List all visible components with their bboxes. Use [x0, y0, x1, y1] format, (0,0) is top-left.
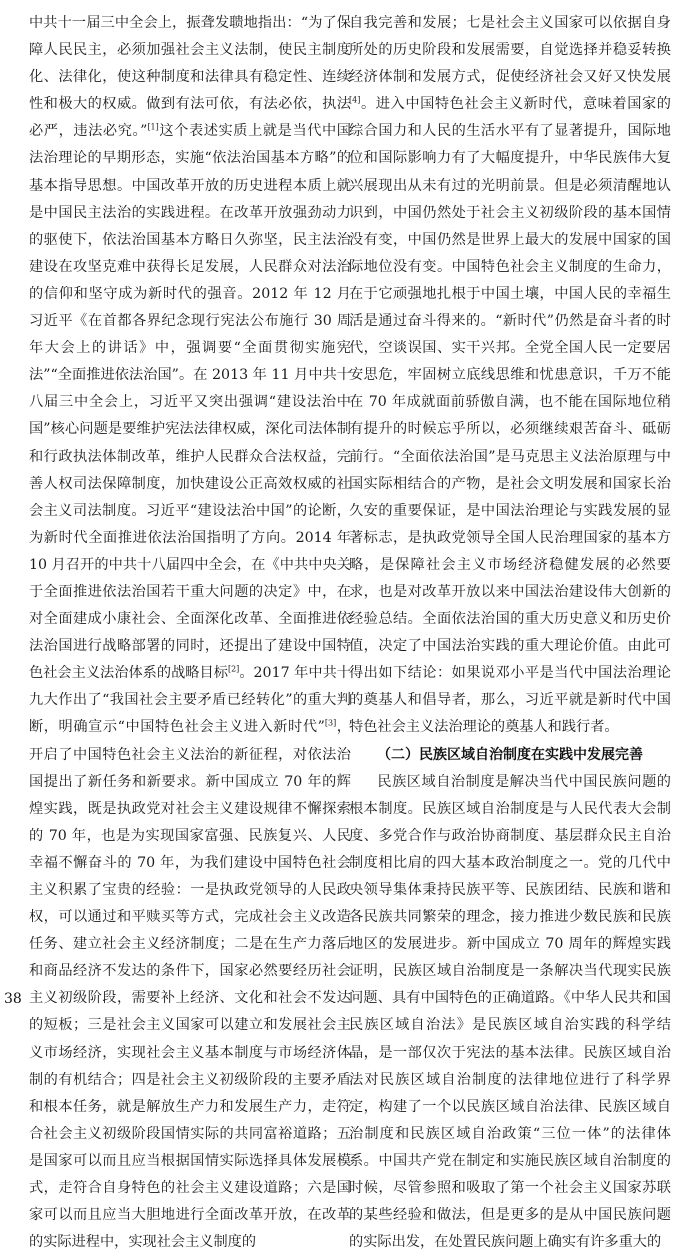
page-number: 38: [4, 991, 22, 1007]
section-heading: （二）民族区域自治制度在实践中发展完善: [377, 746, 643, 763]
body-paragraph: 民族区域自治制度是解决当代中国民族问题的根本制度。民族区域自治制度是与人民代表大会制度、多党合作与政治协商制度、基层群众民主自治制度相比肩的四大基本政治制度之一。党的几代中央领导集体秉持民族平等、民族团结、民族和谐和各民族共同繁荣的理念，接力推进少数民族和民族地区的发展进步。新中国成立 70 周年的辉煌实践证明，民族区域自治制度是一条解决当代现实民族问题、具有中国特色的正确道路。《中华人民共和国民族区域自治法》是民族区域自治实践的科学结晶，是一部仅次于宪法的基本法律。民族区域自治法对民族区域自治制度的法律地位进行了科学界定，构建了一个以民族区域自治法律、民族区域自治制度和民族区域自治政策“三位一体”的法律体系。中国共产党在制定和实施民族区域自治制度的时候，尽管参照和吸取了第一个社会主义国家苏联的某些经验和做法，但是更多的是从中国民族问题的实际出发，在处置民族问题上确实有许多重大的: [349, 773, 671, 1251]
paragraph-text: 这个表述实质上就是当代中国法治理论的早期形态，实施“依法治国基本方略”的基本指导思想。中国改革开放的历史进程本质上就是中国民主法治的实践进程。在改革开放强劲动力的驱使下，依法治国基本方略日久弥坚，民主法治建设在攻坚克难中获得长足发展，人民群众对法治的信仰和坚守成为新时代的强音。2012 年 12 月习近平《在首都各界纪念现行宪法公布施行 30 周年大会上的讲话》中，强调要“全面贯彻实施宪法”“全面推进依法治国”。在 2013 年 11 月中共十八届三中全会上，习近平又突出强调“建设法治中国”核心问题是要维护宪法法律权威，深化司法体制和行政执法体制改革，维护人民群众合法权益，完善人权司法保障制度，加快建设公正高效权威的社会主义司法制度。习近平“建设法治中国”的论断，为新时代全面推进依法治国指明了方向。2014 年 10 月召开的中共十八届四中全会，在《中共中央关于全面推进依法治国若干重大问题的决定》中，在对全面建成小康社会、全面深化改革、全面推进依法治国进行战略部署的同时，还提出了建设中国特色社会主义法治体系的战略目标: [29, 123, 351, 682]
citation-3: [3]: [324, 718, 337, 728]
citation-2: [2]: [227, 664, 240, 674]
paragraph-text: 中共十一届三中全会上，振聋发聩地指出：“为了保障人民民主，必须加强社会主义法制，使民主制度化、法律化，使这种制度和法律具有稳定性、连续性和极大的权威。做到有法可依，有法必依，执法必严，违法必究。”: [29, 15, 351, 140]
paragraph-text: 自我完善和发展；七是社会主义国家可以依据自身所处的历史阶段和发展需要，自觉选择并稳妥转换经济体制和发展方式，促使经济社会又好又快发展: [349, 15, 671, 86]
paragraph-text: ，开启了中国特色社会主义法治的新征程，对依法治国提出了新任务和新要求。新中国成立 70 年的辉煌实践，既是执政党对社会主义建设规律不懈探索的 70 年，也是为实现国家富强、民族复兴、人民幸福不懈奋斗的 70 年，为我们建设中国特色社会主义积累了宝贵的经验：一是执政党领导的人民政权，可以通过和平赎买等方式，完成社会主义改造任务、建立社会主义经济制度；二是在生产力落后和商品经济不发达的条件下，国家必然要经历社会主义初级阶段，需要补上经济、文化和社会不发达的短板；三是社会主义国家可以建立和发展社会主义市场经济，实现社会主义基本制度与市场经济体制的有机结合；四是社会主义初级阶段的主要矛盾和根本任务，就是解放生产力和发展生产力，走符合社会主义初级阶段国情实际的共同富裕道路；五是国家可以而且应当根据国情实际选择具体发展模式，走符合自身特色的社会主义建设道路；六是国家可以而且应当大胆地进行全面改革开放，在改革的实际进程中，实现社会主义制度的: [29, 719, 351, 1251]
body-paragraph: [29, 10, 351, 1256]
paragraph-text: 。进入中国特色社会主义新时代，意味着国家的综合国力和人民的生活水平有了显著提升，国际地位和国际影响力有了大幅度提升，中华民族伟大复兴展现出从未有过的光明前景。但是必须清醒地认识到，中国仍然处于社会主义初级阶段的基本国情没有变，中国仍然是世界上最大的发展中国家的国际地位没有变。中国特色社会主义制度的生命力，在于它顽强地扎根于中国土壤，中国人民的幸福生活是通过奋斗得来的。“新时代”仍然是奋斗者的时代，空谈误国、实干兴邦。全党全国人民一定要居安思危，牢固树立底线思维和忧患意识，千万不能在 70 年成就面前骄傲自满，也不能在国际地位稍有提升的时候忘乎所以，必须继续艰苦奋斗、砥砺前行。“全面依法治国”是马克思主义法治原理与中国实际相结合的产物，是社会文明发展和国家长治久安的重要保证，是中国法治理论与实践发展的显著标志，是执政党领导全国人民治理国家的基本方略，是保障社会主义市场经济稳健发展的必然要求，也是对改革开放以来中国法治建设伟大创新的经验总结。全面依法治国的重大历史意义和历史价值，决定了中国法治实践的重大理论价值。由此可得出如下结论：如果说邓小平是当代中国法治理论的奠基人和倡导者，那么，习近平就是新时代中国特色社会主义法治理论的奠基人和践行者。: [349, 96, 671, 736]
body-paragraph: [349, 10, 671, 742]
citation-4: [4]: [349, 95, 361, 105]
right-column: [349, 10, 671, 1256]
citation-1: [1]: [147, 122, 159, 132]
left-column: [29, 10, 351, 1256]
paragraph-text: 。2017 年中共十九大作出了“我国社会主要矛盾已经转化”的重大判断，明确宣示“中国特色社会主义进入新时代”: [29, 665, 351, 736]
